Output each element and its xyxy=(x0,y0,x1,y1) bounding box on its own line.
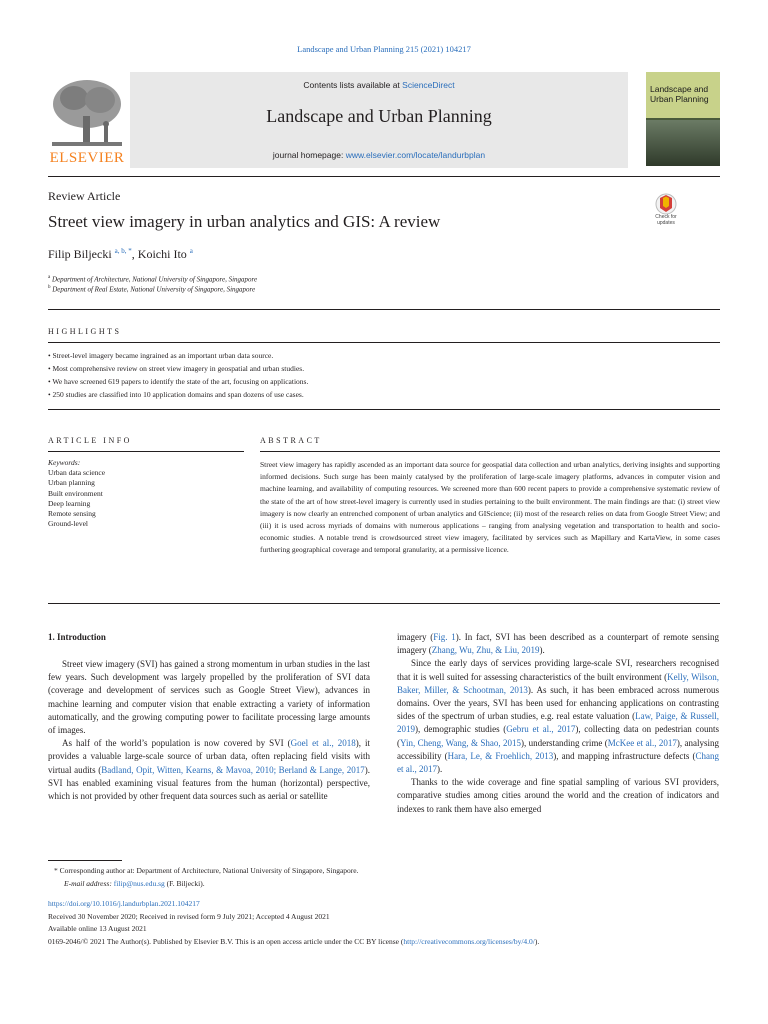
affiliation-a xyxy=(48,275,257,283)
check-for-updates-badge[interactable] xyxy=(646,192,686,232)
keyword-item: Urban planning xyxy=(48,478,95,488)
section-heading-introduction: 1. Introduction xyxy=(48,632,106,642)
keyword-item: Remote sensing xyxy=(48,509,96,519)
body-paragraph xyxy=(397,657,719,776)
author-1: Filip Biljecki xyxy=(48,247,112,261)
journal-title: Landscape and Urban Planning xyxy=(266,106,492,126)
journal-reference[interactable]: Landscape and Urban Planning 215 (2021) 104217 xyxy=(297,44,471,54)
body-text: imagery ( xyxy=(397,632,434,642)
meta-divider xyxy=(48,309,720,310)
highlight-item: • Most comprehensive review on street view imagery in geospatial and urban studies. xyxy=(48,364,305,373)
cover-title-line1: Landscape and xyxy=(650,84,709,94)
body-paragraph: Thanks to the wide coverage and fine spatial sampling of various SVI providers, comparative studies among cities around the world and the creation of indicators and indexes to rank them have also emerged xyxy=(397,777,719,814)
citation-link[interactable]: McKee et al., 2017 xyxy=(607,737,677,748)
affiliation-b xyxy=(48,285,255,293)
body-paragraph xyxy=(397,631,719,657)
body-text: ). SVI has enabled examining visual features from the human (horizontal) perspective, which is not provided by other frequent data sources such as aerial or satellite xyxy=(48,764,370,802)
article-info-rule xyxy=(48,451,244,452)
license-line xyxy=(48,937,539,946)
citation-link[interactable]: Goel et al., 2018 xyxy=(290,738,356,749)
highlights-heading: HIGHLIGHTS xyxy=(48,327,122,336)
figure-link[interactable]: Fig. 1 xyxy=(433,632,456,642)
check-updates-icon xyxy=(646,192,686,232)
cover-title-line2: Urban Planning xyxy=(650,94,709,104)
citation-link[interactable]: Gebru et al., 2017 xyxy=(506,724,576,735)
body-text: ). In fact, SVI has been described as a counterpart of remote sensing imagery ( xyxy=(397,632,719,656)
citation-link[interactable]: Yin, Cheng, Wang, & Shao, 2015 xyxy=(400,737,521,748)
body-text: ), and mapping infrastructure defects ( xyxy=(553,750,696,761)
body-text: ), analysing accessibility ( xyxy=(397,737,719,761)
keyword-item: Urban data science xyxy=(48,468,106,478)
highlight-item: • Street-level imagery became ingrained as an important urban data source. xyxy=(48,351,274,360)
article-title: Street view imagery in urban analytics and GIS: A review xyxy=(48,212,441,231)
author-2-affil-mark[interactable]: a xyxy=(189,247,193,255)
cover-title xyxy=(650,84,709,104)
abstract-bottom-rule xyxy=(48,603,720,604)
keyword-item: Built environment xyxy=(48,488,103,498)
homepage-prefix: journal homepage: xyxy=(272,150,346,160)
citation-link[interactable]: Zhang, Wu, Zhu, & Liu, 2019 xyxy=(431,645,540,656)
article-info-heading: ARTICLE INFO xyxy=(48,436,132,445)
body-text: ). xyxy=(539,645,545,656)
keywords-label: Keywords: xyxy=(48,458,81,467)
citation-link[interactable]: Badland, Opit, Witten, Kearns, & Mavoa, 2010; Berland & Lange, 2017 xyxy=(101,764,365,775)
highlight-item: • We have screened 619 papers to identify the state of the art, focusing on applications. xyxy=(48,377,309,386)
author-separator: , xyxy=(131,247,138,261)
sciencedirect-link[interactable]: ScienceDirect xyxy=(402,80,455,90)
license-link[interactable]: http://creativecommons.org/licenses/by/4.0/ xyxy=(403,937,535,946)
publisher-logo-text: ELSEVIER xyxy=(49,150,125,166)
available-online-date: Available online 13 August 2021 xyxy=(48,924,147,933)
highlights-bottom-rule xyxy=(48,409,720,410)
author-2: Koichi Ito xyxy=(137,247,187,261)
citation-link[interactable]: Kelly, Wilson, Baker, Miller, & Schootman, 2013 xyxy=(397,671,720,695)
body-paragraph xyxy=(48,737,370,803)
citation-link[interactable]: Law, Paige, & Russell, 2019 xyxy=(397,711,720,735)
body-text: ), it provides a valuable large-scale source of urban data, often replacing field visits with virtual audits ( xyxy=(48,738,370,775)
abstract-text: Street view imagery has rapidly ascended as an important data source for geospatial data collection and urban analytics, deriving insights and supporting informed decisions. Such surge has been mainly catalysed by the proliferation of large-scale imagery platforms, advances in computer vision and machine learning, and availability of computing resources. We screened more than 600 recent papers to provide a comprehensive systematic review of the state of the art of how street-level imagery is currently used in studies pertaining to the built environment. The main findings are that: (i) street view imagery is now clearly an entrenched component of urban analytics and GIScience; (ii) most of the research relies on data from Google Street View; and (iii) it is used across myriads of domains with numerous applications – ranging from analysing vegetation and transportation to health and socio-economic studies. A notable trend is crowdsourced street view imagery, facilitated by services such as Mapillary and KartaView, in some cases furthering geographical coverage and temporal granularity, at a permissive licence. xyxy=(260,460,720,555)
journal-homepage-link[interactable]: www.elsevier.com/locate/landurbplan xyxy=(345,150,486,160)
footnote-rule xyxy=(48,860,122,861)
affiliation-a-text: Department of Architecture, National University of Singapore, Singapore xyxy=(51,275,258,284)
highlight-item: • 250 studies are classified into 10 application domains and span dozens of use cases. xyxy=(48,390,304,399)
homepage-line xyxy=(130,150,628,160)
author-line xyxy=(48,247,193,262)
email-link[interactable]: filip@nus.edu.sg xyxy=(113,879,165,888)
doi-link[interactable]: https://doi.org/10.1016/j.landurbplan.2021.104217 xyxy=(48,899,200,908)
author-1-affil-marks[interactable]: a, b, * xyxy=(114,247,132,255)
body-text: Since the early days of services providing large-scale SVI, researchers recognised that it is well suited for assessing characteristics of the built environment ( xyxy=(397,658,719,682)
article-type: Review Article xyxy=(48,189,121,203)
keywords-block xyxy=(48,458,105,529)
body-text: ), collecting data on pedestrian counts ( xyxy=(397,724,719,748)
license-text: 0169-2046/© 2021 The Author(s). Published by Elsevier B.V. This is an open access article under the CC BY license ( xyxy=(48,937,404,946)
header-divider xyxy=(48,176,720,177)
contents-prefix: Contents lists available at xyxy=(303,80,403,90)
affiliation-b-mark: b xyxy=(48,285,51,290)
highlights-top-rule xyxy=(48,342,720,343)
received-dates: Received 30 November 2020; Received in revised form 9 July 2021; Accepted 4 August 2021 xyxy=(48,912,330,921)
body-text: ). xyxy=(437,764,443,775)
keyword-item: Deep learning xyxy=(48,498,91,508)
keyword-item: Ground-level xyxy=(48,519,88,529)
abstract-heading: ABSTRACT xyxy=(260,436,322,445)
body-text: ), demographic studies ( xyxy=(415,724,507,735)
body-left-column xyxy=(48,658,370,803)
citation-link[interactable]: Hara, Le, & Froehlich, 2013 xyxy=(447,750,554,761)
email-suffix: (F. Biljecki). xyxy=(164,879,205,888)
email-label: E-mail address: xyxy=(64,879,114,888)
check-updates-label: Check for updates xyxy=(655,214,677,226)
body-text: ). As such, it has been embraced across numerous domains. Over the years, SVI has been used for enhancing applications on contrasting sides of the spectrum of urban studies, e.g. real estate valuation ( xyxy=(397,684,719,722)
email-note xyxy=(64,879,205,888)
abstract-rule xyxy=(260,451,720,452)
cover-photo xyxy=(646,120,720,166)
affiliation-b-text: Department of Real Estate, National University of Singapore, Singapore xyxy=(52,285,256,294)
body-text: As half of the world’s population is now covered by SVI ( xyxy=(62,738,291,749)
affiliation-a-mark: a xyxy=(48,275,51,280)
body-text: ), understanding crime ( xyxy=(520,737,608,748)
citation-link[interactable]: Chang et al., 2017 xyxy=(397,750,719,775)
license-suffix: ). xyxy=(534,937,540,946)
journal-cover-image xyxy=(646,72,720,166)
body-right-column xyxy=(397,631,719,816)
contents-line xyxy=(130,80,628,90)
corresponding-author-note: * Corresponding author at: Department of Architecture, National University of Singapore, Singapore. xyxy=(54,866,359,875)
body-paragraph: Street view imagery (SVI) has gained a strong momentum in urban studies in the last few years. Such development was largely propelled by the proliferation of SVI data (coverage and development of services such as Google Street View), advances in machine learning and computer vision that enable extracting a variety of information automatically, and the growing computing power to facilitate processing large amounts of images. xyxy=(48,659,370,736)
